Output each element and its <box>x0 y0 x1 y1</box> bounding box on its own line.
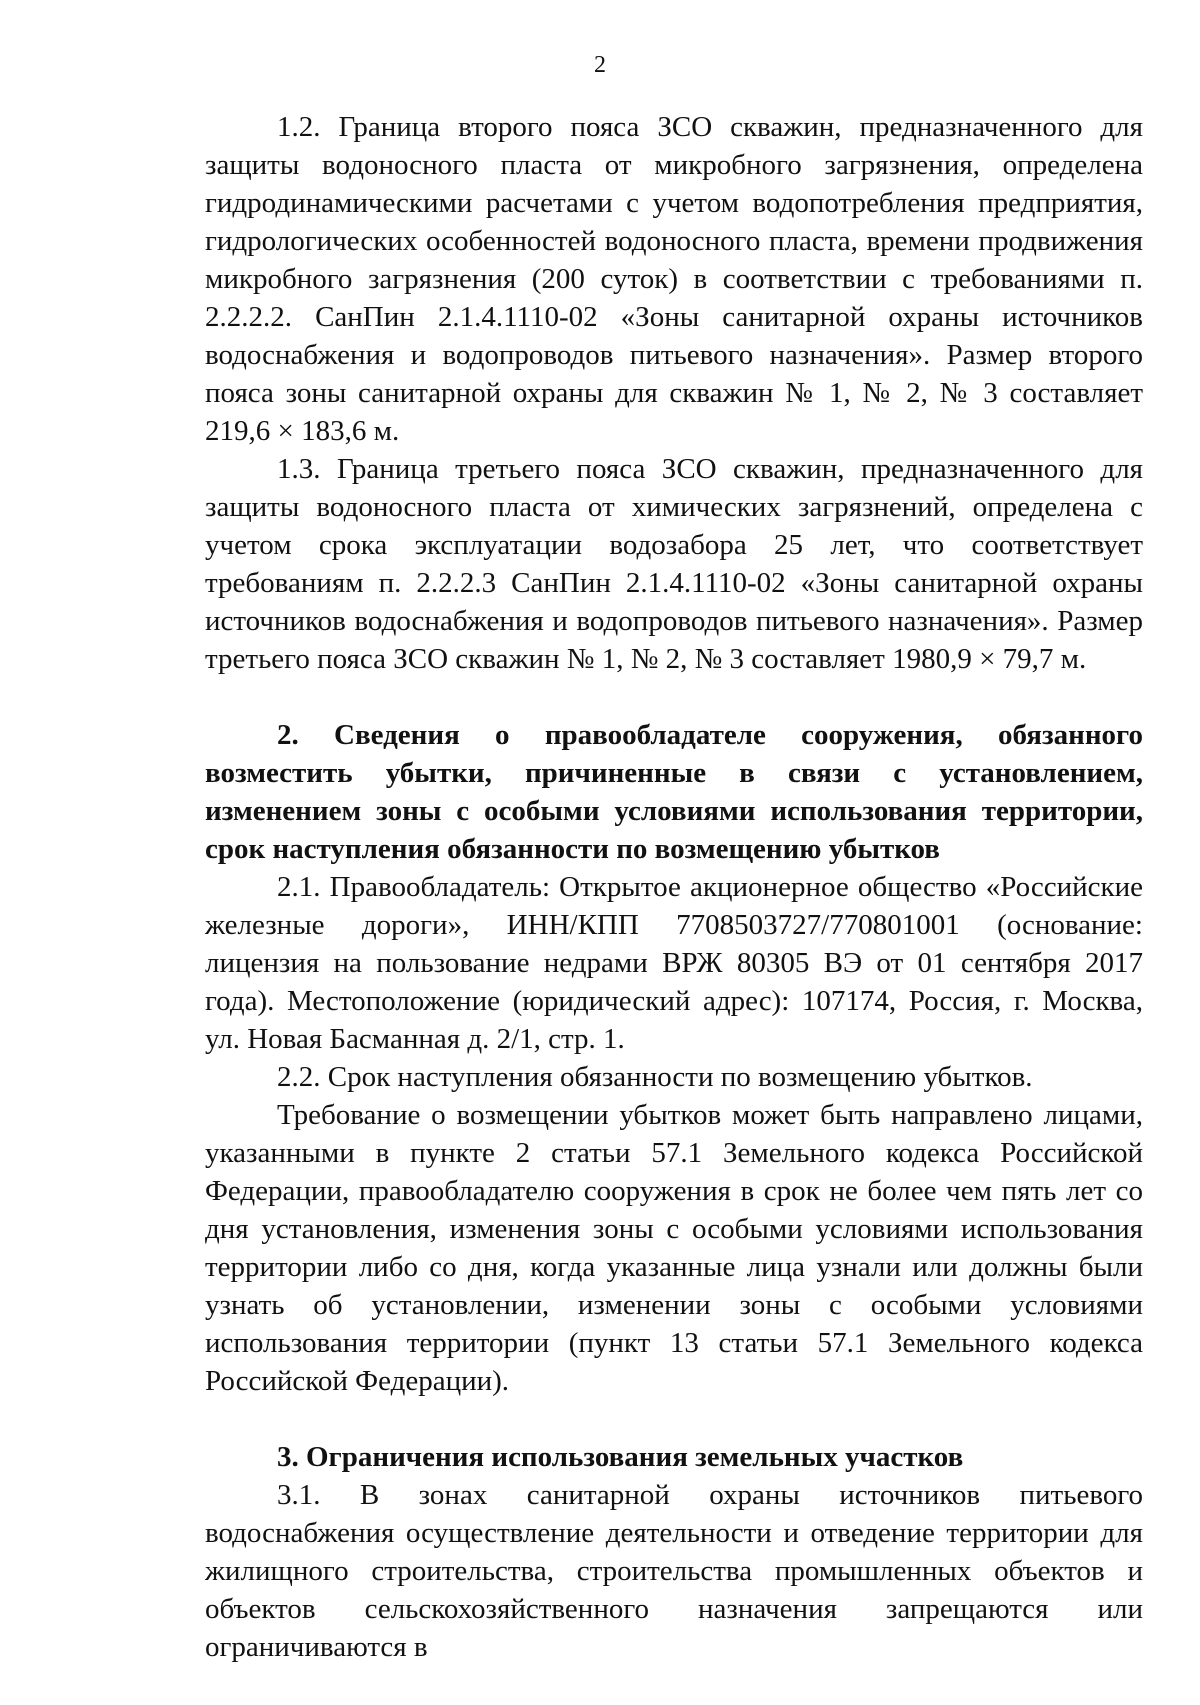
document-body <box>205 108 1143 1666</box>
section-gap <box>205 678 1143 716</box>
paragraph-1-3: 1.3. Граница третьего пояса ЗСО скважин, предназначенного для защиты водоносного пласта от химических загрязнений, определена с учетом срока эксплуатации водозабора 25 лет, что соответствует требованиям п. 2.2.2.3 СанПин 2.1.4.1110-02 «Зоны санитарной охраны источников водоснабжения и водопроводов питьевого назначения». Размер третьего пояса ЗСО скважин № 1, № 2, № 3 составляет 1980,9 × 79,7 м. <box>205 453 1143 675</box>
paragraph-2-2: 2.2. Срок наступления обязанности по возмещению убытков. <box>277 1061 1033 1093</box>
paragraph-3-1: 3.1. В зонах санитарной охраны источников питьевого водоснабжения осуществление деятельности и отведение территории для жилищного строительства, строительства промышленных объектов и объектов сельскохозяйственного назначения запрещаются или ограничиваются в <box>205 1479 1143 1663</box>
paragraph-1-2: 1.2. Граница второго пояса ЗСО скважин, предназначенного для защиты водоносного пласта от микробного загрязнения, определена гидродинамическими расчетами с учетом водопотребления предприятия, гидрологических особенностей водоносного пласта, времени продвижения микробного загрязнения (200 суток) в соответствии с требованиями п. 2.2.2.2. СанПин 2.1.4.1110-02 «Зоны санитарной охраны источников водоснабжения и водопроводов питьевого назначения». Размер второго пояса зоны санитарной охраны для скважин № 1, № 2, № 3 составляет 219,6 × 183,6 м. <box>205 111 1143 447</box>
section-gap <box>205 1400 1143 1438</box>
page-number: 2 <box>594 52 606 78</box>
paragraph-2-2-text: Требование о возмещении убытков может быть направлено лицами, указанными в пункте 2 статьи 57.1 Земельного кодекса Российской Федерации, правообладателю сооружения в срок не более чем пять лет со дня установления, изменения зоны с особыми условиями использования территории либо со дня, когда указанные лица узнали или должны были узнать об установлении, изменении зоны с особыми условиями использования территории (пункт 13 статьи 57.1 Земельного кодекса Российской Федерации). <box>205 1099 1143 1397</box>
paragraph-2-1: 2.1. Правообладатель: Открытое акционерное общество «Российские железные дороги», ИНН/КПП 7708503727/770801001 (основание: лицензия на пользование недрами ВРЖ 80305 ВЭ от 01 сентября 2017 года). Местоположение (юридический адрес): 107174, Россия, г. Москва, ул. Новая Басманная д. 2/1, стр. 1. <box>205 871 1143 1055</box>
section-3-heading: 3. Ограничения использования земельных участков <box>277 1441 964 1473</box>
section-2-heading: 2. Сведения о правообладателе сооружения, обязанного возместить убытки, причиненные в связи с установлением, изменением зоны с особыми условиями использования территории, срок наступления обязанности по возмещению убытков <box>205 719 1143 865</box>
